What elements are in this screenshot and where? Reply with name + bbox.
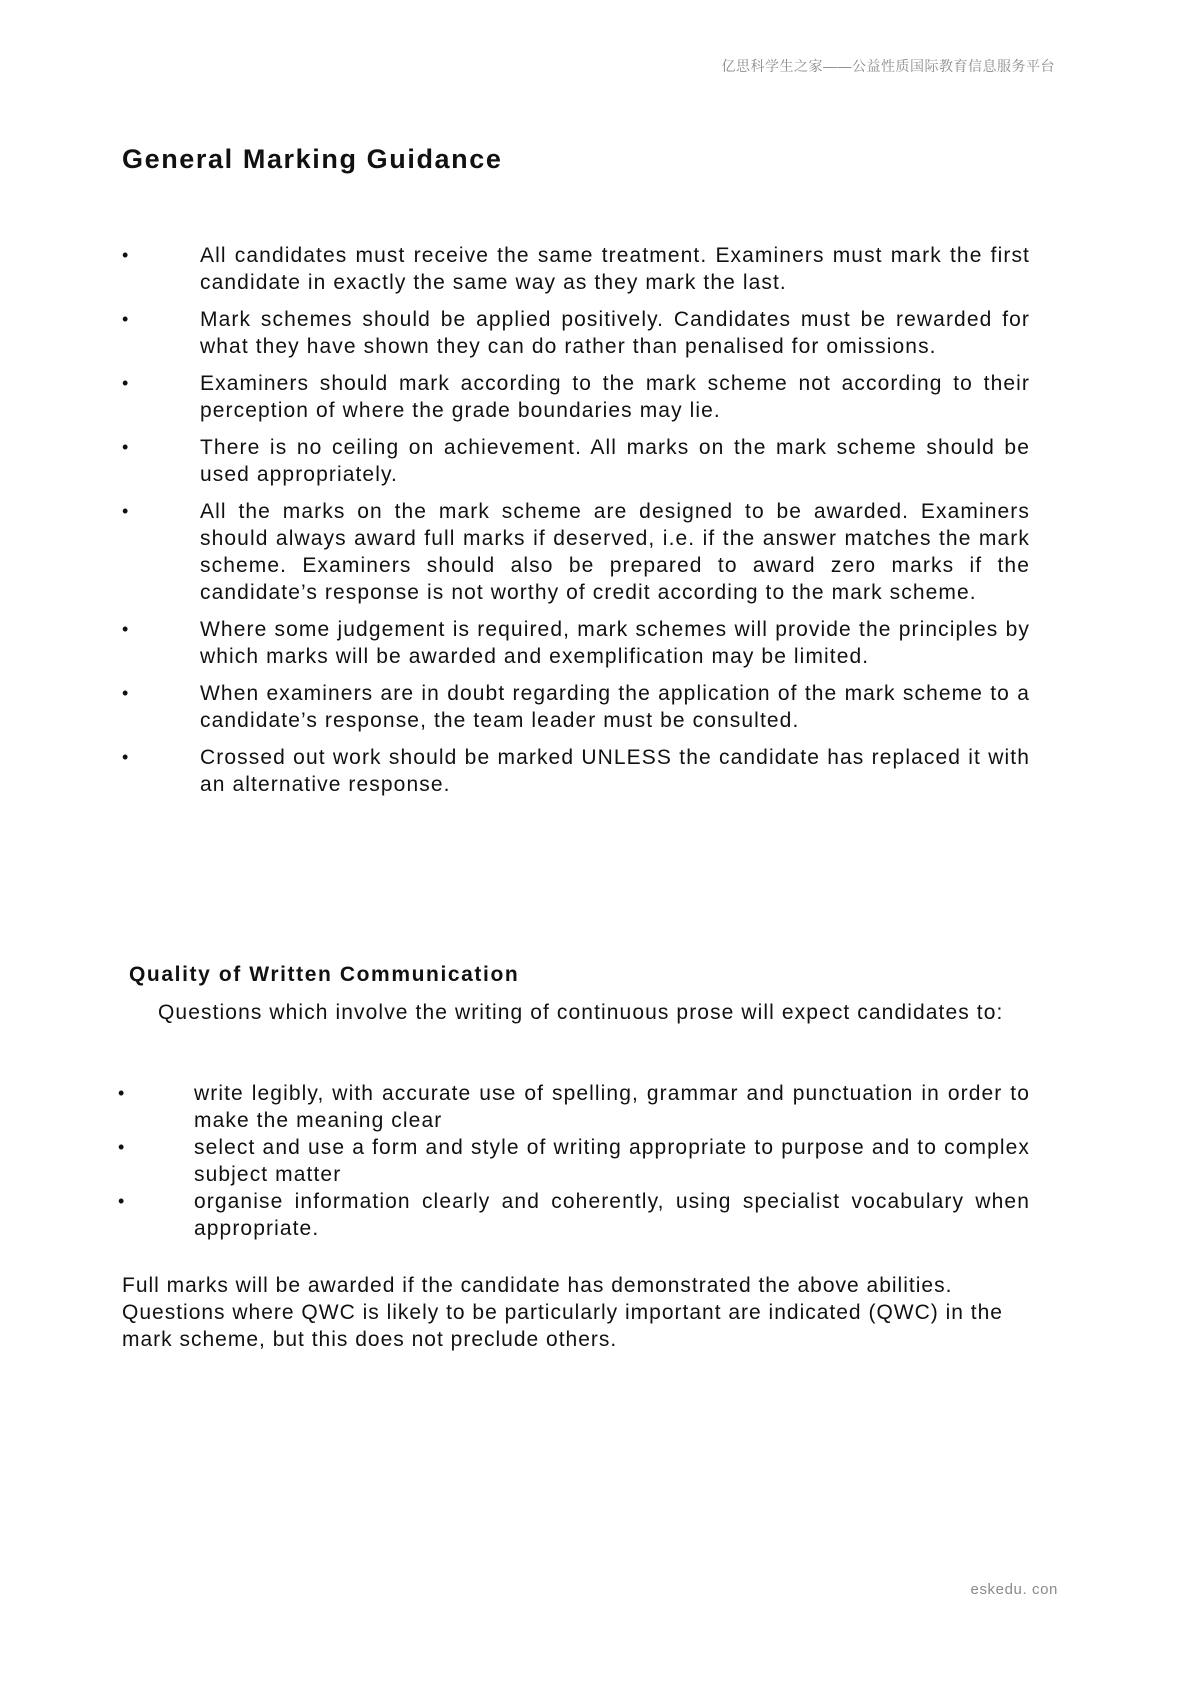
bullet-icon: • — [122, 309, 130, 329]
list-item — [122, 616, 1030, 670]
bullet-icon: • — [122, 501, 130, 521]
bullet-icon: • — [122, 683, 130, 703]
guidance-list — [122, 242, 1030, 808]
header-watermark-text: 亿思科学生之家——公益性质国际教育信息服务平台 — [721, 58, 1055, 74]
list-item-text: Where some judgement is required, mark schemes will provide the principles by which marks will be awarded and exemplification may be limited. — [200, 618, 1030, 668]
bullet-icon: • — [122, 747, 130, 767]
list-item — [122, 744, 1030, 798]
closing-paragraph: Full marks will be awarded if the candidate has demonstrated the above abilities. Questions where QWC is likely to be particularly important are indicated (QWC) in the mark scheme, but this does not preclude others. — [122, 1274, 1003, 1351]
list-item — [122, 680, 1030, 734]
qwc-list — [118, 1080, 1030, 1242]
list-item-text: select and use a form and style of writing appropriate to purpose and to complex subject matter — [194, 1136, 1030, 1186]
bullet-icon: • — [122, 373, 130, 393]
list-item-text: When examiners are in doubt regarding the application of the mark scheme to a candidate’s response, the team leader must be consulted. — [200, 682, 1030, 732]
list-item — [122, 370, 1030, 424]
page-title: General Marking Guidance — [122, 144, 503, 174]
list-item-text: Examiners should mark according to the mark scheme not according to their perception of where the grade boundaries may lie. — [200, 372, 1030, 422]
list-item — [122, 242, 1030, 296]
footer-watermark-text: eskedu. con — [970, 1581, 1058, 1598]
list-item-text: Crossed out work should be marked UNLESS the candidate has replaced it with an alternative response. — [200, 746, 1030, 796]
list-item-text: Mark schemes should be applied positively. Candidates must be rewarded for what they have shown they can do rather than penalised for omissions. — [200, 308, 1030, 358]
list-item — [118, 1134, 1030, 1188]
list-item — [122, 306, 1030, 360]
bullet-icon: • — [122, 437, 130, 457]
qwc-intro-paragraph: Questions which involve the writing of continuous prose will expect candidates to: — [158, 1001, 1004, 1024]
bullet-icon: • — [122, 619, 130, 639]
list-item — [122, 498, 1030, 606]
list-item-text: organise information clearly and coherently, using specialist vocabulary when appropriate. — [194, 1190, 1030, 1240]
list-item-text: write legibly, with accurate use of spelling, grammar and punctuation in order to make the meaning clear — [194, 1082, 1030, 1132]
list-item — [118, 1188, 1030, 1242]
list-item-text: All candidates must receive the same treatment. Examiners must mark the first candidate in exactly the same way as they mark the last. — [200, 244, 1030, 294]
bullet-icon: • — [122, 245, 130, 265]
bullet-icon: • — [118, 1191, 126, 1211]
list-item — [122, 434, 1030, 488]
bullet-icon: • — [118, 1083, 126, 1103]
list-item — [118, 1080, 1030, 1134]
section-heading-qwc: Quality of Written Communication — [129, 963, 520, 986]
bullet-icon: • — [118, 1137, 126, 1157]
list-item-text: There is no ceiling on achievement. All marks on the mark scheme should be used appropriately. — [200, 436, 1030, 486]
list-item-text: All the marks on the mark scheme are designed to be awarded. Examiners should always award full marks if deserved, i.e. if the answer matches the mark scheme. Examiners should also be prepared to award zero marks if the candidate’s response is not worthy of credit according to the mark scheme. — [200, 500, 1030, 604]
